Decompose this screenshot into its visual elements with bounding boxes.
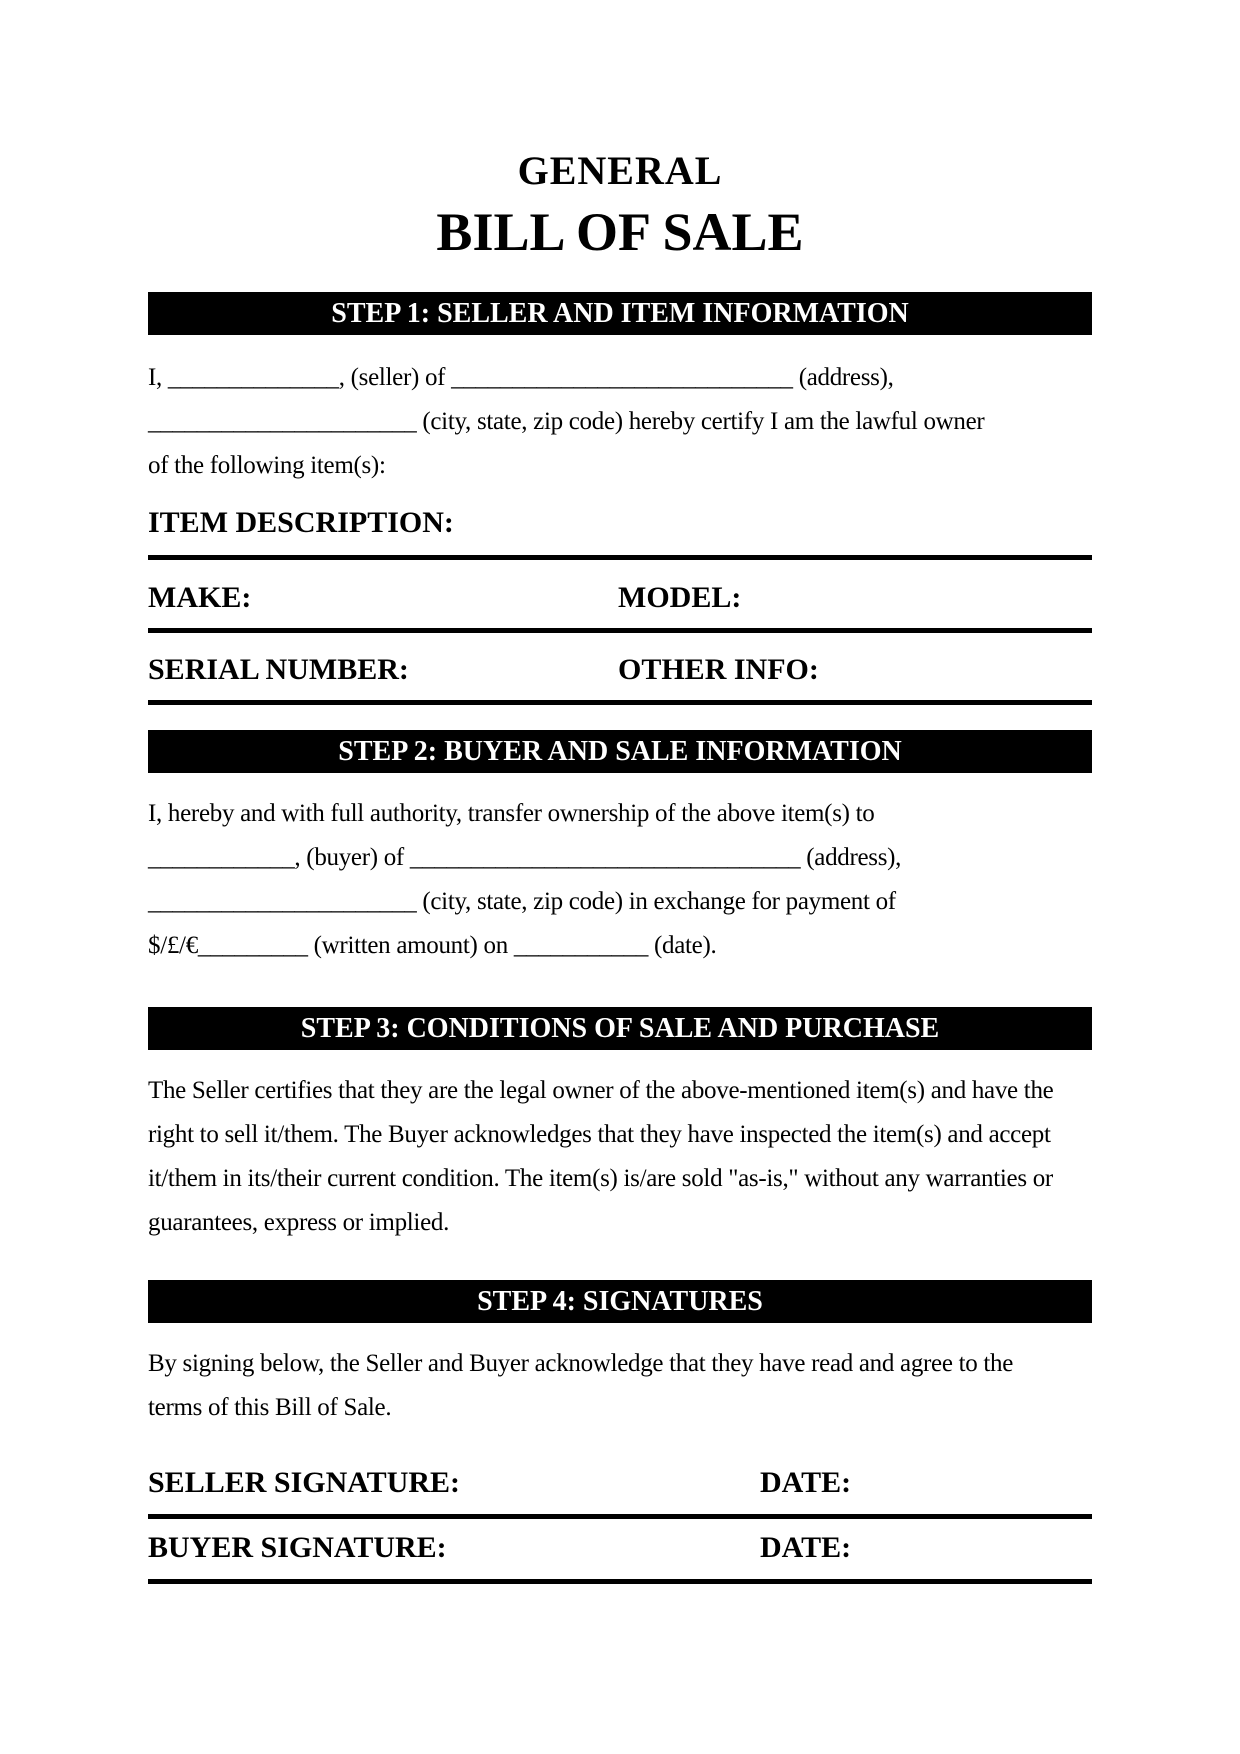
buyer-signature-row bbox=[148, 1519, 1092, 1584]
model-label: MODEL: bbox=[618, 581, 742, 614]
signatures-acknowledge-line: By signing below, the Seller and Buyer acknowledge that they have read and agree to the bbox=[148, 1350, 1014, 1377]
document-subtitle: GENERAL bbox=[517, 148, 723, 193]
other-info-label: OTHER INFO: bbox=[618, 653, 819, 686]
step1-section-header: STEP 1: SELLER AND ITEM INFORMATION bbox=[148, 292, 1092, 335]
signatures-terms-line: terms of this Bill of Sale. bbox=[148, 1394, 392, 1421]
seller-certify-line: of the following item(s): bbox=[148, 452, 386, 479]
seller-name-address-line: I, ______________, (seller) of ____________________________ (address), bbox=[148, 364, 894, 391]
conditions-line-3: it/them in its/their current condition. The item(s) is/are sold "as-is," without any warranties or bbox=[148, 1165, 1053, 1192]
make-label: MAKE: bbox=[148, 581, 252, 614]
transfer-ownership-line: I, hereby and with full authority, transfer ownership of the above item(s) to bbox=[148, 800, 875, 827]
buyer-date-label: DATE: bbox=[760, 1531, 852, 1564]
step4-paragraph bbox=[148, 1342, 1092, 1430]
conditions-line-2: right to sell it/them. The Buyer acknowledges that they have inspected the item(s) and accept bbox=[148, 1121, 1051, 1148]
payment-amount-date-line: $/£/€_________ (written amount) on ___________ (date). bbox=[148, 932, 717, 959]
document-title: BILL OF SALE bbox=[436, 202, 804, 262]
conditions-line-1: The Seller certifies that they are the legal owner of the above-mentioned item(s) and have the bbox=[148, 1077, 1054, 1104]
seller-signature-row bbox=[148, 1430, 1092, 1519]
buyer-city-state-zip-line: ______________________ (city, state, zip code) in exchange for payment of bbox=[148, 888, 896, 915]
seller-date-label: DATE: bbox=[760, 1466, 852, 1499]
make-model-row bbox=[148, 560, 1092, 633]
step2-paragraph bbox=[148, 792, 1092, 968]
item-description-label: ITEM DESCRIPTION: bbox=[148, 505, 1092, 560]
serial-otherinfo-row bbox=[148, 633, 1092, 705]
serial-number-label: SERIAL NUMBER: bbox=[148, 653, 409, 686]
seller-signature-label: SELLER SIGNATURE: bbox=[148, 1466, 461, 1499]
step3-paragraph bbox=[148, 1069, 1092, 1245]
buyer-name-address-line: ____________, (buyer) of ________________________________ (address), bbox=[148, 844, 902, 871]
step4-section-header: STEP 4: SIGNATURES bbox=[148, 1280, 1092, 1323]
step1-paragraph bbox=[148, 356, 1092, 488]
step2-section-header: STEP 2: BUYER AND SALE INFORMATION bbox=[148, 730, 1092, 773]
step3-section-header: STEP 3: CONDITIONS OF SALE AND PURCHASE bbox=[148, 1007, 1092, 1050]
conditions-line-4: guarantees, express or implied. bbox=[148, 1209, 450, 1236]
buyer-signature-label: BUYER SIGNATURE: bbox=[148, 1531, 447, 1564]
seller-city-state-zip-line: ______________________ (city, state, zip code) hereby certify I am the lawful owner bbox=[148, 408, 985, 435]
